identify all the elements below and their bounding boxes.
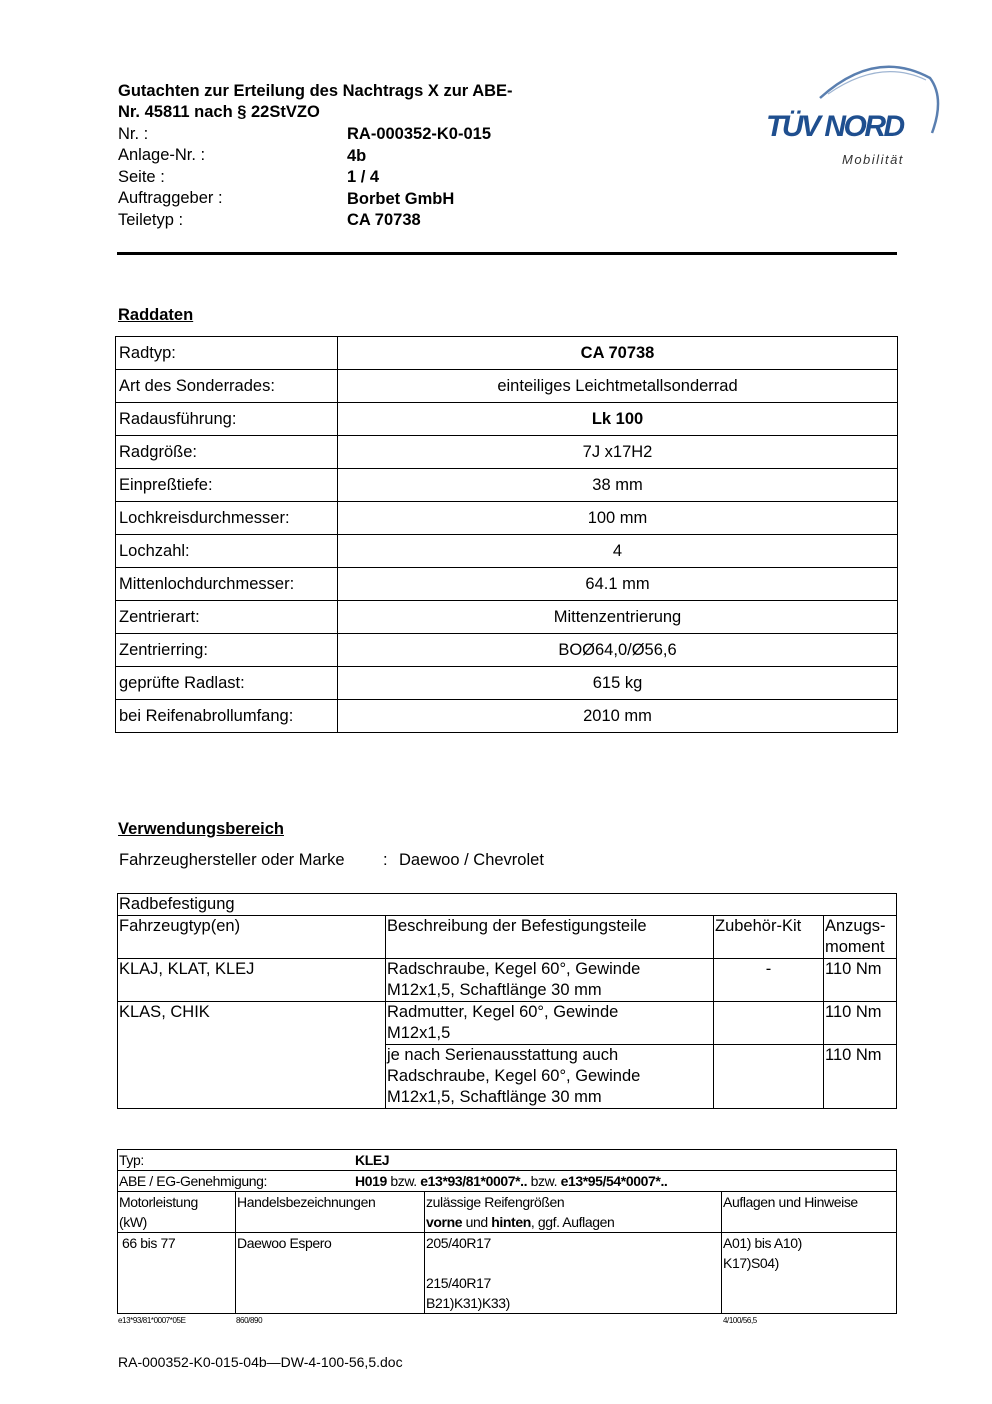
col-handelsbezeichnungen: Handelsbezeichnungen — [236, 1192, 425, 1233]
table-row — [116, 370, 898, 403]
table-row — [116, 700, 898, 733]
document-title-line2: Nr. 45811 nach § 22StVZO — [118, 103, 320, 121]
moment-cell: 110 Nm — [824, 1002, 897, 1045]
small-note-approval: e13*93/81*0007*05E — [118, 1316, 186, 1325]
field-label-teiletyp: Teiletyp : — [118, 211, 184, 229]
table-row — [116, 469, 898, 502]
raddaten-value-cell: einteiliges Leichtmetallsonderrad — [338, 370, 898, 403]
hersteller-separator: : — [383, 851, 388, 869]
small-note-load: 860/890 — [236, 1316, 263, 1325]
raddaten-label-cell: Radausführung: — [116, 403, 338, 436]
moment-cell: 110 Nm — [824, 959, 897, 1002]
table-row — [116, 535, 898, 568]
raddaten-label-cell: Radgröße: — [116, 436, 338, 469]
table-row — [116, 568, 898, 601]
table-row — [116, 502, 898, 535]
raddaten-value-cell: 615 kg — [338, 667, 898, 700]
col-beschreibung: Beschreibung der Befestigungsteile — [386, 916, 714, 959]
kit-cell — [714, 1002, 824, 1045]
field-label-auftraggeber: Auftraggeber : — [118, 189, 223, 207]
raddaten-table — [115, 336, 898, 733]
col-auflagen: Auflagen und Hinweise — [722, 1192, 897, 1233]
raddaten-label-cell: Zentrierring: — [116, 634, 338, 667]
table-row — [118, 1002, 897, 1045]
typ-table — [117, 1149, 897, 1314]
raddaten-label-cell: geprüfte Radlast: — [116, 667, 338, 700]
tuv-nord-logo: TÜV NORD — [766, 110, 903, 143]
radbefestigung-table — [117, 893, 897, 1109]
table-row — [116, 403, 898, 436]
table-row — [116, 601, 898, 634]
document-title-line1: Gutachten zur Erteilung des Nachtrags X zur ABE- — [118, 82, 513, 100]
raddaten-label-cell: Lochzahl: — [116, 535, 338, 568]
raddaten-label-cell: Einpreßtiefe: — [116, 469, 338, 502]
field-label-anlage: Anlage-Nr. : — [118, 146, 206, 164]
logo-subtitle: Mobilität — [842, 152, 904, 167]
raddaten-value-cell: BOØ64,0/Ø56,6 — [338, 634, 898, 667]
table-row — [116, 667, 898, 700]
table-header-row — [118, 1192, 897, 1233]
table-header-row — [118, 916, 897, 959]
raddaten-heading: Raddaten — [118, 306, 194, 324]
col-reifengroessen: zulässige Reifengrößen vorne und hinten, ggf. Auflagen — [425, 1192, 722, 1233]
kit-cell: - — [714, 959, 824, 1002]
hersteller-value: Daewoo / Chevrolet — [399, 851, 544, 869]
raddaten-label-cell: Lochkreisdurchmesser: — [116, 502, 338, 535]
raddaten-label-cell: Mittenlochdurchmesser: — [116, 568, 338, 601]
field-value-anlage: 4b — [347, 147, 367, 165]
fahrzeugtyp-cell: KLAS, CHIK — [118, 1002, 386, 1109]
auflagen-cell: A01) bis A10) K17)S04) — [722, 1233, 897, 1314]
field-value-seite: 1 / 4 — [347, 168, 380, 186]
motorleistung-cell: 66 bis 77 — [118, 1233, 236, 1314]
table-row — [118, 1171, 897, 1192]
small-note-wheel: 4/100/56,5 — [723, 1316, 757, 1325]
raddaten-value-cell: CA 70738 — [338, 337, 898, 370]
field-value-nr: RA-000352-K0-015 — [347, 125, 491, 143]
fahrzeugtyp-cell: KLAJ, KLAT, KLEJ — [118, 959, 386, 1002]
verwendungsbereich-heading: Verwendungsbereich — [118, 820, 284, 838]
raddaten-value-cell: 38 mm — [338, 469, 898, 502]
moment-cell: 110 Nm — [824, 1045, 897, 1109]
beschreibung-cell: Radmutter, Kegel 60°, Gewinde M12x1,5 — [386, 1002, 714, 1045]
footer-filename: RA-000352-K0-015-04b—DW-4-100-56,5.doc — [118, 1354, 403, 1370]
raddaten-value-cell: Mittenzentrierung — [338, 601, 898, 634]
table-row — [116, 436, 898, 469]
field-label-nr: Nr. : — [118, 125, 149, 143]
field-value-auftraggeber: Borbet GmbH — [347, 190, 455, 208]
beschreibung-cell: Radschraube, Kegel 60°, Gewinde M12x1,5, Schaftlänge 30 mm — [386, 959, 714, 1002]
raddaten-label-cell: Radtyp: — [116, 337, 338, 370]
table-row — [118, 959, 897, 1002]
kit-cell — [714, 1045, 824, 1109]
radbefestigung-title: Radbefestigung — [118, 894, 897, 916]
raddaten-value-cell: 4 — [338, 535, 898, 568]
raddaten-value-cell: Lk 100 — [338, 403, 898, 436]
col-zubehoer-kit: Zubehör-Kit — [714, 916, 824, 959]
raddaten-label-cell: Zentrierart: — [116, 601, 338, 634]
handel-cell: Daewoo Espero — [236, 1233, 425, 1314]
col-motorleistung: Motorleistung (kW) — [118, 1192, 236, 1233]
field-value-teiletyp: CA 70738 — [347, 211, 421, 229]
table-row — [116, 634, 898, 667]
raddaten-value-cell: 7J x17H2 — [338, 436, 898, 469]
raddaten-value-cell: 64.1 mm — [338, 568, 898, 601]
table-row — [118, 894, 897, 916]
raddaten-label-cell: Art des Sonderrades: — [116, 370, 338, 403]
col-fahrzeugtyp: Fahrzeugtyp(en) — [118, 916, 386, 959]
beschreibung-cell: je nach Serienausstattung auch Radschraube, Kegel 60°, Gewinde M12x1,5, Schaftlänge 30 mm — [386, 1045, 714, 1109]
col-anzugsmoment: Anzugs- moment — [824, 916, 897, 959]
raddaten-label-cell: bei Reifenabrollumfang: — [116, 700, 338, 733]
raddaten-value-cell: 100 mm — [338, 502, 898, 535]
table-row — [118, 1150, 897, 1171]
typ-row: Typ: KLEJ — [118, 1150, 897, 1171]
reifen-cell: 205/40R17 215/40R17 B21)K31)K33) — [425, 1233, 722, 1314]
abe-row: ABE / EG-Genehmigung: H019 bzw. e13*93/81*0007*.. bzw. e13*95/54*0007*.. — [118, 1171, 897, 1192]
raddaten-value-cell: 2010 mm — [338, 700, 898, 733]
header-divider — [117, 252, 897, 255]
field-label-seite: Seite : — [118, 168, 165, 186]
table-row — [118, 1233, 897, 1314]
hersteller-label: Fahrzeughersteller oder Marke — [119, 851, 345, 869]
table-row — [116, 337, 898, 370]
